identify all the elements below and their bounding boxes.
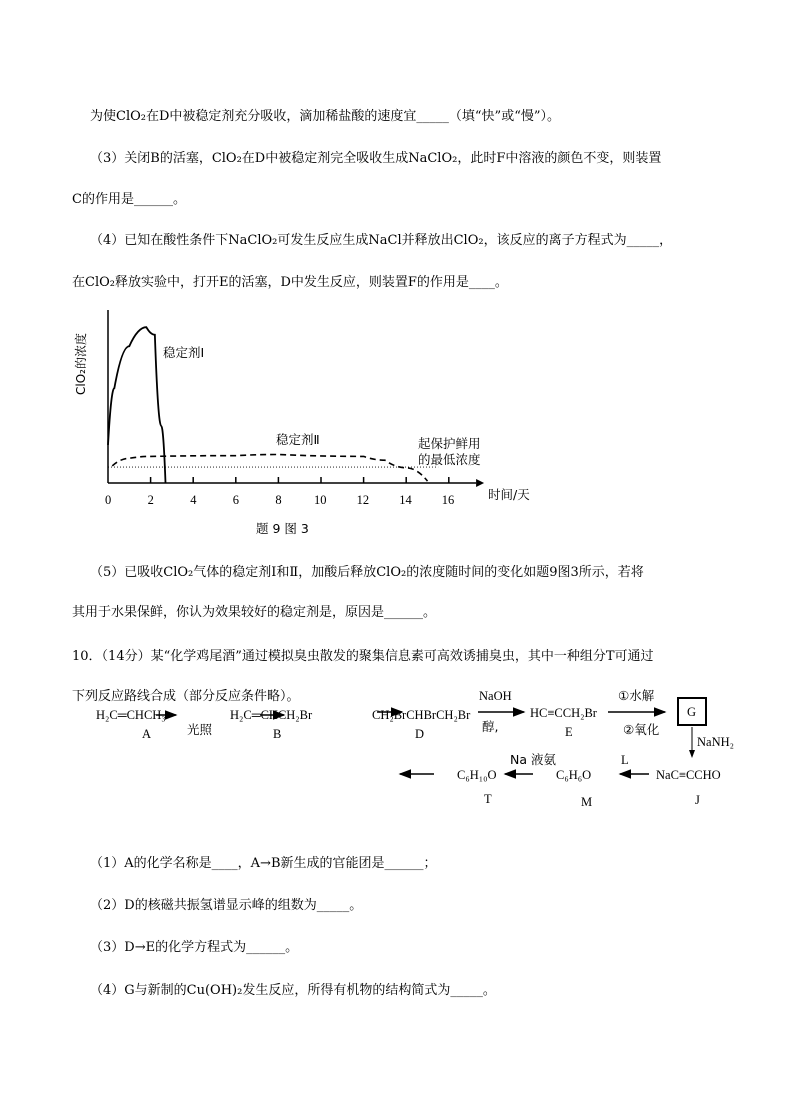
question-10-2: （2）D的核磁共振氢谱显示峰的组数为_____。 (90, 898, 363, 913)
condition-na-nh3: Na 液氨 (510, 752, 556, 767)
label-stabilizer-1: 稳定剂Ⅰ (163, 345, 205, 360)
x-tick-label: 4 (190, 493, 197, 507)
chart-ylabel: ClO₂的浓度 (74, 333, 88, 395)
condition-oxidation: ②氧化 (623, 722, 660, 737)
label-min-conc-1: 起保护鲜用 (418, 436, 481, 451)
label-t: T (484, 792, 492, 806)
condition-alcohol: 醇, (482, 719, 499, 734)
chart-title: 题 9 图 3 (256, 521, 309, 536)
compound-g: G (687, 705, 697, 719)
chart-xlabel: 时间/天 (488, 487, 530, 502)
label-d: D (415, 727, 425, 741)
label-b: B (273, 727, 282, 741)
x-tick-label: 14 (399, 493, 412, 507)
condition-hydrolysis: ①水解 (618, 688, 655, 703)
label-stabilizer-2: 稳定剂Ⅱ (276, 432, 320, 447)
x-tick-label: 12 (356, 493, 370, 507)
label-j: J (695, 793, 700, 807)
label-l: L (621, 753, 629, 767)
condition-nanh2: NaNH₂ (697, 735, 734, 749)
x-tick-label: 0 (105, 493, 112, 507)
paragraph: 其用于水果保鲜，你认为效果较好的稳定剂是，原因是______。 (72, 605, 437, 620)
x-tick-label: 2 (147, 493, 154, 507)
x-tick-label: 6 (232, 493, 240, 507)
x-tick-label: 10 (314, 493, 327, 507)
paragraph: 下列反应路线合成（部分反应条件略）。 (72, 689, 300, 704)
question-5: （5）已吸收ClO₂气体的稳定剂Ⅰ和Ⅱ，加酸后释放ClO₂的浓度随时间的变化如题9图3所示，若将 (90, 565, 644, 580)
compound-j: NaC≡CCHO (656, 768, 721, 782)
condition-naoh: NaOH (479, 689, 512, 703)
compound-e: HC≡CCH₂Br (530, 706, 597, 720)
question-10: 10．（14分）某“化学鸡尾酒”通过模拟臭虫散发的聚集信息素可高效诱捕臭虫，其中一种组分T可通过 (72, 649, 654, 664)
question-4: （4）已知在酸性条件下NaClO₂可发生反应生成NaCl并释放出ClO₂，该反应的离子方程式为_____， (90, 233, 673, 248)
question-10-1: （1）A的化学名称是____，A→B新生成的官能团是______； (90, 856, 437, 871)
label-a: A (142, 727, 152, 741)
compound-d: CH₂BrCHBrCH₂Br (372, 708, 471, 722)
compound-t: C₆H₁₀O (457, 768, 497, 782)
x-tick-label: 16 (441, 493, 455, 507)
paragraph: 为使ClO₂在D中被稳定剂充分吸收，滴加稀盐酸的速度宜_____（填“快”或“慢”）。 (90, 109, 560, 124)
question-10-4: （4）G与新制的Cu(OH)₂发生反应，所得有机物的结构简式为_____。 (90, 983, 496, 998)
question-3: （3）关闭B的活塞，ClO₂在D中被稳定剂完全吸收生成NaClO₂，此时F中溶液的颜色不变，则装置 (90, 151, 662, 166)
paragraph: C的作用是______。 (72, 192, 186, 207)
x-tick-label: 8 (275, 493, 282, 507)
question-10-3: （3）D→E的化学方程式为______。 (90, 940, 299, 955)
compound-b: H₂C═CHCH₂Br (230, 708, 313, 722)
label-m: M (581, 795, 593, 809)
condition-light: 光照 (187, 722, 213, 737)
compound-a: H₂C═CHCH₃ (96, 708, 166, 722)
label-min-conc-2: 的最低浓度 (418, 452, 481, 467)
compound-m: C₆H₆O (556, 768, 592, 782)
paragraph: 在ClO₂释放实验中，打开E的活塞，D中发生反应，则装置F的作用是____。 (72, 275, 508, 290)
label-e: E (565, 725, 573, 739)
